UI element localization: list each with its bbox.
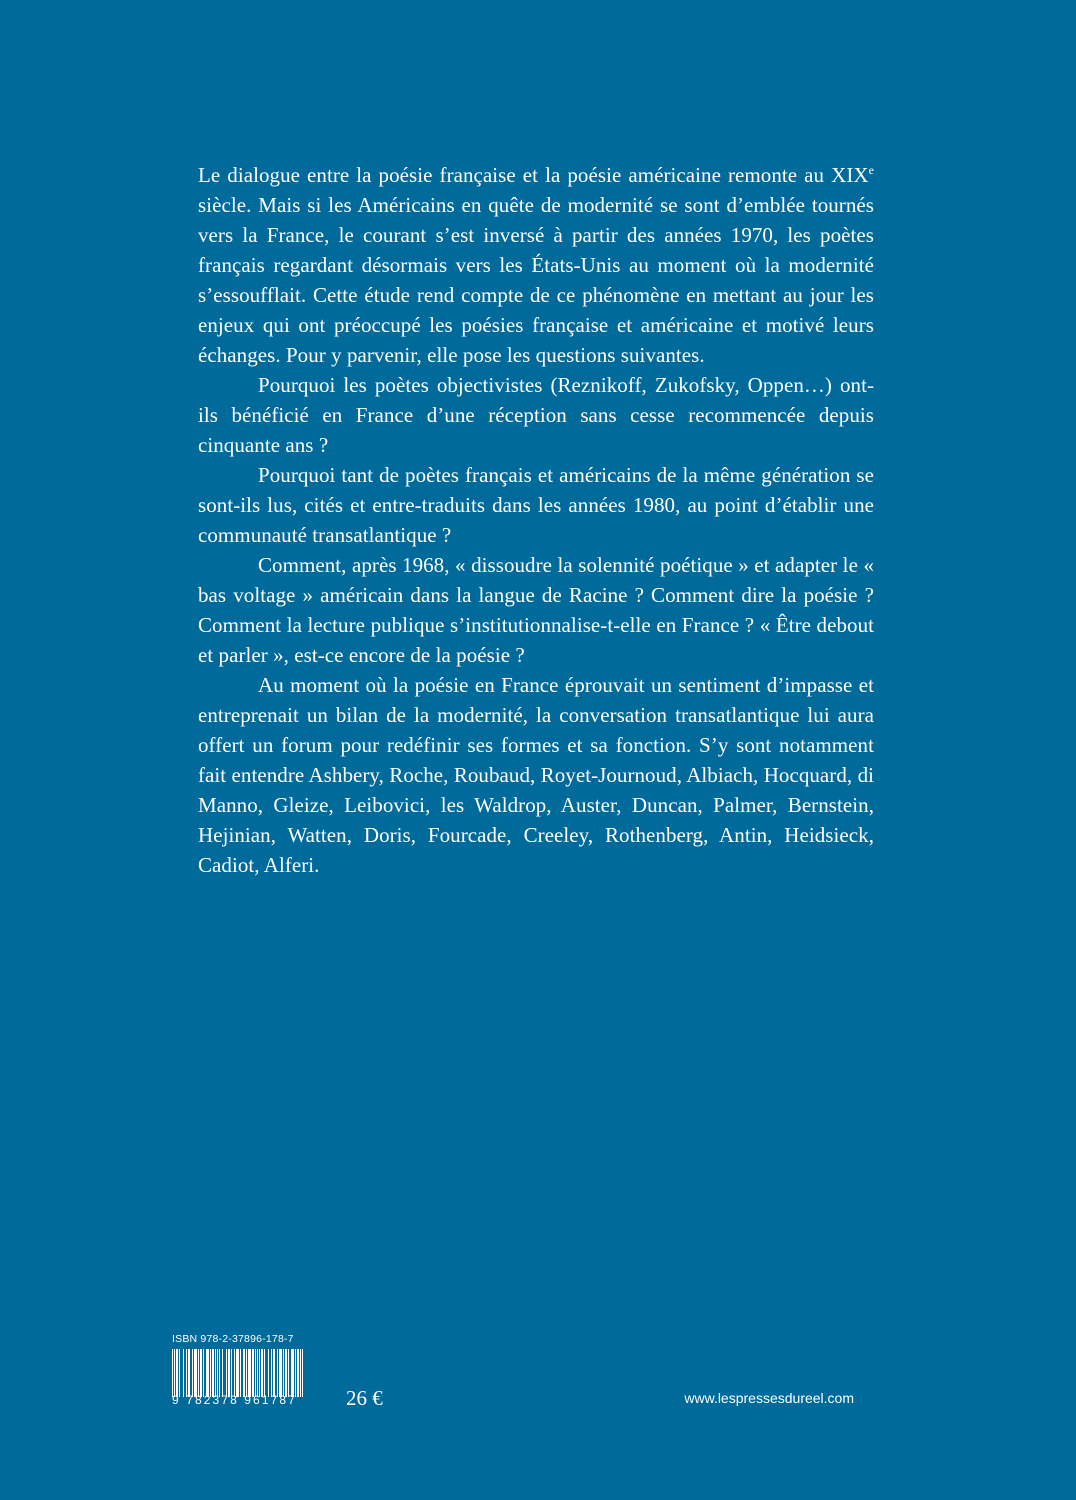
barcode-bar [264, 1349, 265, 1397]
barcode-bar [203, 1349, 204, 1397]
barcode-bar [246, 1349, 247, 1397]
barcode-bar [255, 1349, 256, 1397]
barcode-bar [188, 1349, 190, 1397]
superscript-e: e [868, 163, 874, 177]
back-cover-blurb [198, 160, 874, 880]
barcode-bar [243, 1349, 245, 1397]
blurb-paragraph-5: Au moment où la poésie en France éprouvait un sentiment d’impasse et entreprenait un bilan de la modernité, la conversation transatlantique lui aura offert un forum pour redéfinir ses formes et sa fonction. S’y sont notamment fait entendre Ashbery, Roche, Roubaud, Royet-Journoud, Albiach, Hocquard, di Manno, Gleize, Leibovici, les Waldrop, Auster, Duncan, Palmer, Bernstein, Hejinian, Watten, Doris, Fourcade, Creeley, Rothenberg, Antin, Heidsieck, Cadiot, Alferi. [198, 673, 874, 877]
barcode-bar [302, 1349, 303, 1397]
barcode-bar [194, 1349, 197, 1397]
barcode-bar [200, 1349, 202, 1397]
barcode-bar [176, 1349, 178, 1397]
barcode-bar [231, 1349, 232, 1397]
barcode-bar [257, 1349, 258, 1397]
barcode-bar [288, 1349, 289, 1397]
barcode-bar [291, 1349, 294, 1397]
publisher-website: www.lespressesdureel.com [684, 1390, 854, 1406]
barcode-bar [273, 1349, 275, 1397]
barcode-bar [228, 1349, 230, 1397]
barcode-bar [252, 1349, 254, 1397]
barcode-bar [234, 1349, 235, 1397]
barcode-bar [297, 1349, 299, 1397]
blurb-paragraph-4: Comment, après 1968, « dissoudre la solennité poétique » et adapter le « bas voltage » américain dans la langue de Racine ? Comment dire la poésie ? Comment la lecture publique s’institutionnalise-t-elle en France ? « Être debout et parler », est-ce encore de la poésie ? [198, 553, 874, 667]
barcode [170, 1349, 306, 1397]
barcode-bar [192, 1349, 193, 1397]
barcode-bar [285, 1349, 287, 1397]
blurb-paragraph-1: Le dialogue entre la poésie française et la poésie américaine remonte au XIXe siècle. Mais si les Américains en quête de modernité se sont d’emblée tournés vers la France, le courant s’est inversé à partir des années 1970, les poètes français regardant désormais vers les États-Unis au moment où la modernité s’essoufflait. Cette étude rend compte de ce phénomène en mettant au jour les enjeux qui ont préoccupé les poésies française et américaine et motivé leurs échanges. Pour y parvenir, elle pose les questions suivantes. [198, 163, 874, 367]
barcode-bar [174, 1349, 175, 1397]
barcode-bar [295, 1349, 296, 1397]
barcode-bar [271, 1349, 272, 1397]
price: 26 € [346, 1386, 383, 1410]
barcode-bar [236, 1349, 239, 1397]
barcode-bar [219, 1349, 220, 1397]
blurb-paragraph-2: Pourquoi les poètes objectivistes (Reznikoff, Zukofsky, Oppen…) ont-ils bénéficié en France d’une réception sans cesse recommencée depuis cinquante ans ? [198, 373, 874, 457]
barcode-bar [198, 1349, 199, 1397]
barcode-bar [210, 1349, 211, 1397]
barcode-bar [279, 1349, 282, 1397]
barcode-bar [300, 1349, 301, 1397]
barcode-bar [179, 1349, 180, 1397]
barcode-bar [268, 1349, 269, 1397]
barcode-bar [183, 1349, 184, 1397]
barcode-bar [240, 1349, 241, 1397]
barcode-bar [222, 1349, 223, 1397]
barcode-bar [277, 1349, 278, 1397]
barcode-bar [226, 1349, 227, 1397]
barcode-bar [217, 1349, 218, 1397]
barcode-bar [261, 1349, 263, 1397]
barcode-bar [206, 1349, 209, 1397]
barcode-bar [259, 1349, 260, 1397]
barcode-bar [248, 1349, 251, 1397]
barcode-bar [215, 1349, 216, 1397]
barcode-bar [172, 1349, 173, 1397]
barcode-bar [283, 1349, 284, 1397]
barcode-digits: 9 782378 961787 [172, 1393, 297, 1407]
barcode-bar [186, 1349, 187, 1397]
isbn-label: ISBN 978-2-37896-178-7 [172, 1333, 294, 1345]
blurb-paragraph-3: Pourquoi tant de poètes français et américains de la même génération se sont-ils lus, cités et entre-traduits dans les années 1980, au point d’établir une communauté transatlantique ? [198, 463, 874, 547]
barcode-bar [212, 1349, 214, 1397]
